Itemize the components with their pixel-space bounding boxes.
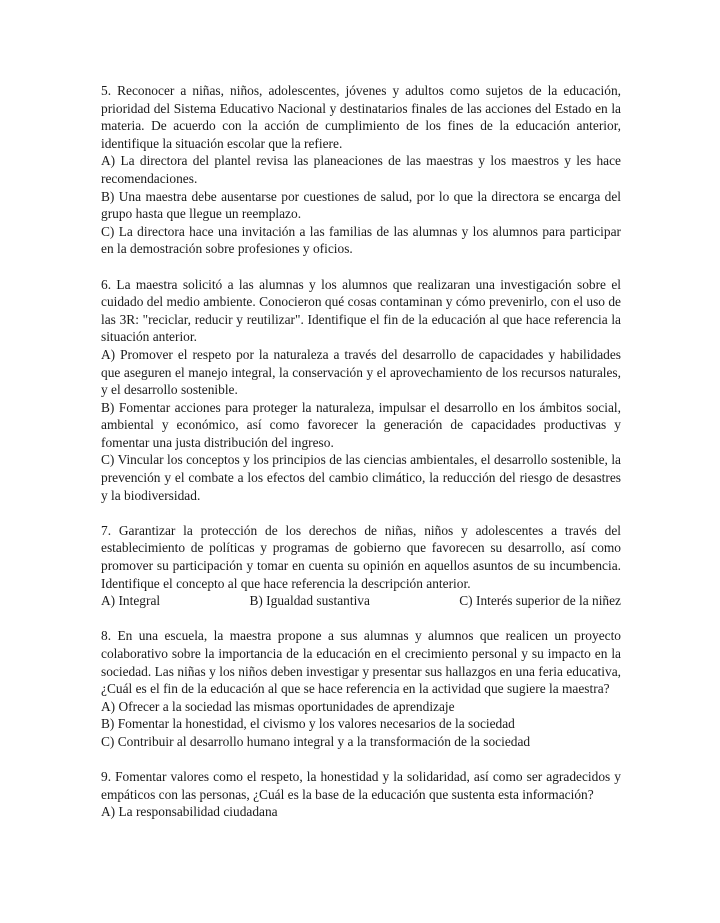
option-c: C) La directora hace una invitación a las familias de las alumnas y los alumnos para participar en la demostración sobre profesiones y oficios. [101, 223, 621, 257]
option-b: B) Igualdad sustantiva [249, 593, 370, 609]
question-stem: 6. La maestra solicitó a las alumnas y los alumnos que realizaran una investigación sobre el cuidado del medio ambiente. Conocieron qué cosas contaminan y cómo prevenirlo, con el uso de las 3R: "reciclar, reducir y reutilizar". Identifique el fin de la educación al que hace referencia la situación anterior. [101, 276, 621, 345]
question-6 [101, 276, 621, 505]
option-c: C) Contribuir al desarrollo humano integral y a la transformación de la sociedad [101, 733, 531, 749]
question-stem: 8. En una escuela, la maestra propone a sus alumnas y alumnos que realicen un proyecto colaborativo sobre la importancia de la educación en el crecimiento personal y su impacto en la sociedad. Las niñas y los niños deben investigar y presentar sus hallazgos en una feria educativa, ¿Cuál es el fin de la educación al que se hace referencia en la actividad que sugiere la maestra? [101, 628, 621, 697]
question-9 [101, 768, 621, 821]
question-stem: 7. Garantizar la protección de los derechos de niñas, niños y adolescentes a través del establecimiento de políticas y programas de gobierno que favorecen su desarrollo, así como promover su participación y tomar en cuenta su opinión en aquellos asuntos de su incumbencia. Identifique el concepto al que hace referencia la descripción anterior. [101, 522, 621, 591]
option-b: B) Fomentar la honestidad, el civismo y los valores necesarios de la sociedad [101, 716, 515, 732]
option-b: B) Fomentar acciones para proteger la naturaleza, impulsar el desarrollo en los ámbitos social, ambiental y económico, así como favorecer la generación de capacidades productivas y fomentar una justa distribución del ingreso. [101, 399, 621, 450]
option-a: A) La directora del plantel revisa las planeaciones de las maestras y los maestros y les hace recomendaciones. [101, 153, 621, 186]
option-a: A) Ofrecer a la sociedad las mismas oportunidades de aprendizaje [101, 698, 455, 714]
question-5 [101, 82, 621, 258]
question-8 [101, 627, 621, 750]
option-a: A) La responsabilidad ciudadana [101, 804, 278, 820]
document-body [101, 82, 621, 839]
question-7 [101, 522, 621, 610]
option-b: B) Una maestra debe ausentarse por cuestiones de salud, por lo que la directora se encarga del grupo hasta que llegue un reemplazo. [101, 188, 621, 222]
option-c: C) Interés superior de la niñez [459, 593, 621, 609]
option-a: A) Promover el respeto por la naturaleza a través del desarrollo de capacidades y habilidades que aseguren el manejo integral, la conservación y el aprovechamiento de los recursos naturales, y el desarrollo sostenible. [101, 346, 621, 398]
options-row [101, 592, 621, 610]
option-a: A) Integral [101, 593, 161, 609]
question-stem: 9. Fomentar valores como el respeto, la honestidad y la solidaridad, así como ser agradecidos y empáticos con las personas, ¿Cuál es la base de la educación que sustenta esta información? [101, 769, 621, 802]
question-stem: 5. Reconocer a niñas, niños, adolescentes, jóvenes y adultos como sujetos de la educación, prioridad del Sistema Educativo Nacional y destinatarios finales de las acciones del Estado en la materia. De acuerdo con la acción de cumplimiento de los fines de la educación anterior, identifique la situación escolar que la refiere. [101, 83, 621, 151]
option-c: C) Vincular los conceptos y los principios de las ciencias ambientales, el desarrollo sostenible, la prevención y el combate a los efectos del cambio climático, la reducción del riesgo de desastres y la biodiversidad. [101, 452, 621, 503]
